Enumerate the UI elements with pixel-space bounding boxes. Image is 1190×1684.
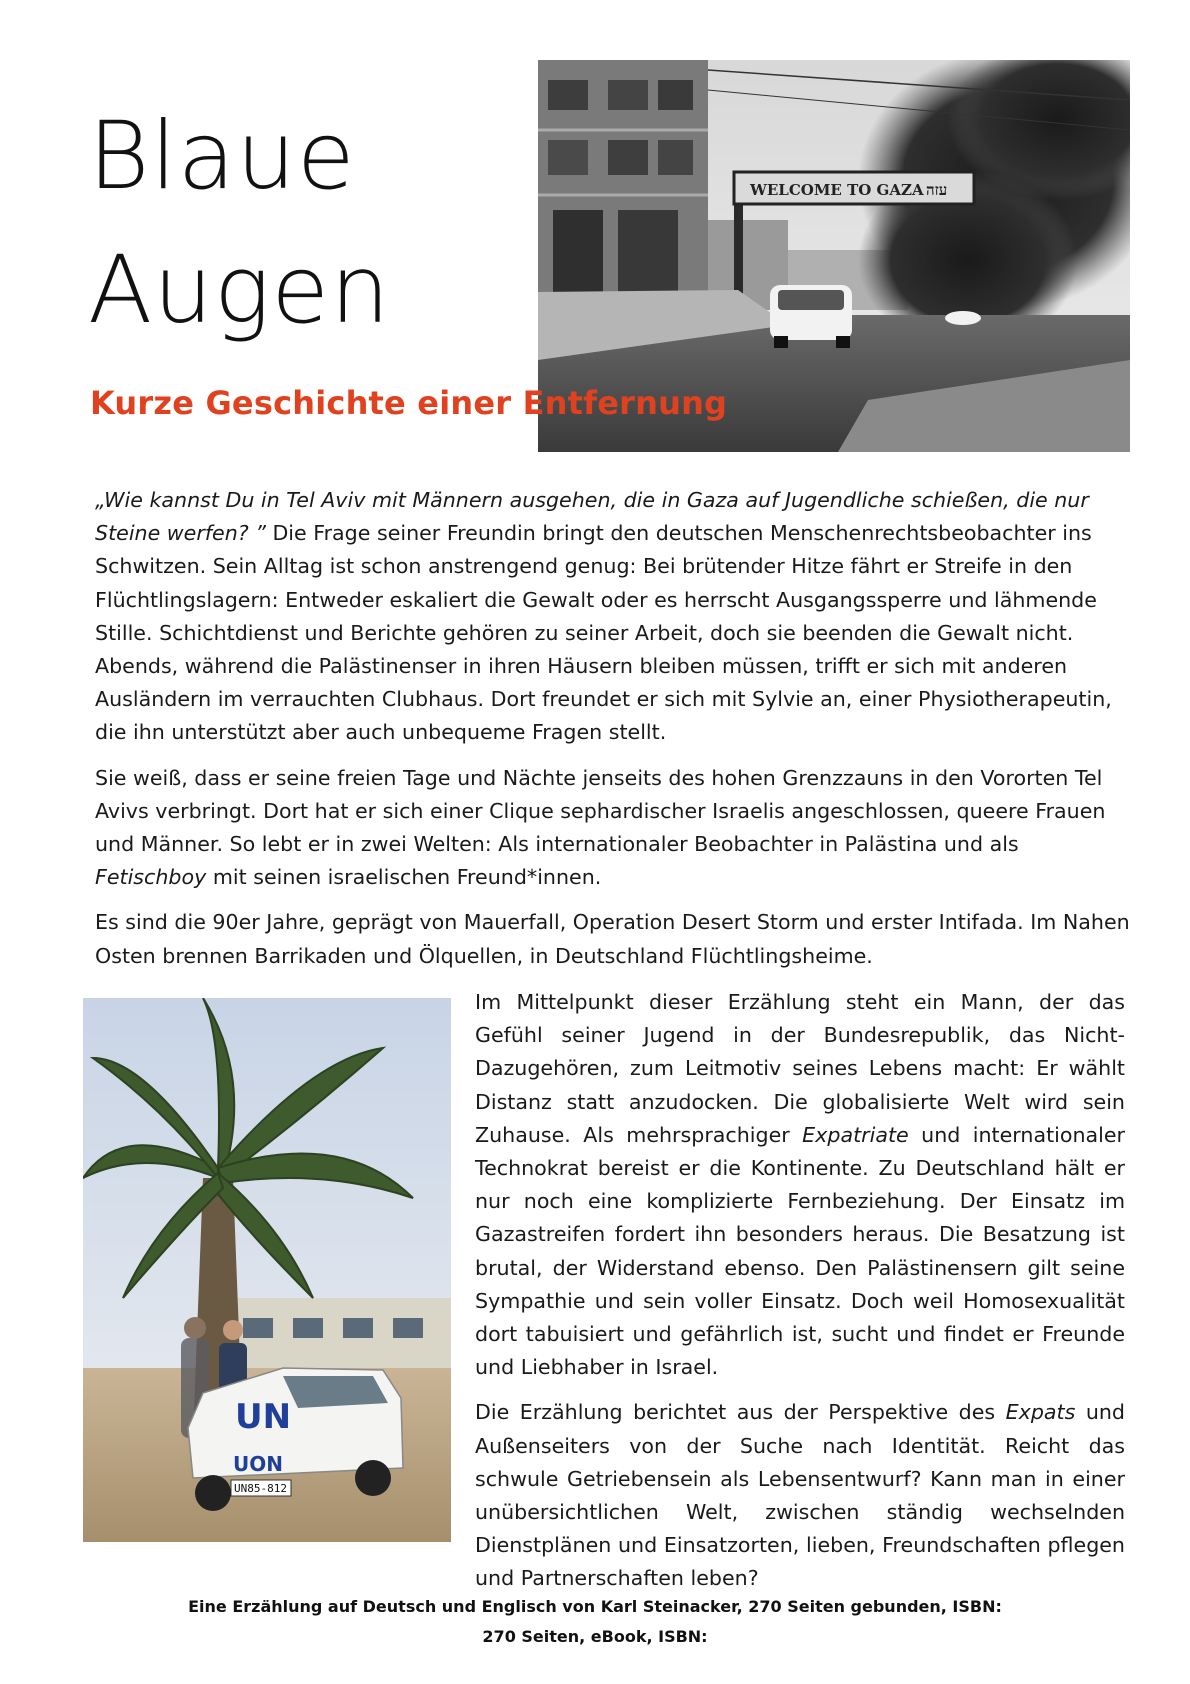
footer <box>0 1592 1190 1652</box>
para2-end: mit seinen israelischen Freund*innen. <box>206 865 602 890</box>
title-line-1: Blaue <box>88 102 356 211</box>
para5-end: und Außenseiters von der Suche nach Identität. Reicht das schwule Getriebensein als Lebensentwurf? Kann man in einer unübersichtlichen Welt, zwischen ständig wechselnden Dienstplänen und Einsatzorten, lieben, Freundschaften pflegen und Partnerschaften leben? <box>475 1400 1125 1591</box>
paragraph-4 <box>475 986 1125 1384</box>
para4-text: Im Mittelpunkt dieser Erzählung steht ein Mann, der das Gefühl seiner Jugend in der Bundesrepublik, das Nicht-Dazugehören, zum Leitmotiv seines Lebens macht: Er wählt Distanz statt anzudocken. Die globalisierte Welt wird sein Zuhause. Als mehrsprachiger <box>475 990 1125 1147</box>
para5-text: Die Erzählung berichtet aus der Perspektive des <box>475 1400 1006 1425</box>
footer-line-1: Eine Erzählung auf Deutsch und Englisch von Karl Steinacker, 270 Seiten gebunden, ISBN: <box>188 1597 1002 1616</box>
welcome-sign-hebrew: עזה <box>926 181 948 199</box>
subtitle: Kurze Geschichte einer Entfernung <box>90 384 728 422</box>
intro-paragraph <box>95 484 1131 750</box>
un-car-text-2: UON <box>233 1452 283 1476</box>
un-car-photo <box>83 998 451 1542</box>
footer-line-2: 270 Seiten, eBook, ISBN: <box>482 1627 708 1646</box>
para4-italic: Expatriate <box>802 1122 909 1147</box>
para2-text: Sie weiß, dass er seine freien Tage und Nächte jenseits des hohen Grenzzauns in den Vororten Tel Avivs verbringt. Dort hat er sich einer Clique sephardischer Israelis angeschlossen, queere Frauen und Männer. So lebt er in zwei Welten: Als internationaler Beobachter in Palästina und als <box>95 765 1106 857</box>
title-block <box>88 90 391 358</box>
un-car-text: UN <box>235 1397 292 1437</box>
intro-rest: Die Frage seiner Freundin bringt den deutschen Menschenrechtsbeobachter ins Schwitzen. Sein Alltag ist schon anstrengend genug: Bei brütender Hitze fährt er Streife in den Flüchtlingslagern: Entweder eskaliert die Gewalt oder es herrscht Ausgangssperre und lähmende Stille. Schichtdienst und Berichte gehören zu seiner Arbeit, doch sie beenden die Gewalt nicht. Abends, während die Palästinenser in ihren Häusern bleiben müssen, trifft er sich mit anderen Ausländern im verrauchten Clubhaus. Dort freundet er sich mit Sylvie an, einer Physiotherapeutin, die ihn unterstützt aber auch unbequeme Fragen stellt. <box>95 521 1112 745</box>
license-plate: UN85-812 <box>234 1482 287 1495</box>
intro-quote: „Wie kannst Du in Tel Aviv mit Männern ausgehen, die in Gaza auf Jugendliche schießen, die nur Steine werfen? ” <box>95 488 1089 546</box>
body-text <box>95 484 1131 985</box>
welcome-sign-text: WELCOME TO GAZA <box>750 181 924 199</box>
para4-end: und internationaler Technokrat bereist er die Kontinente. Zu Deutschland hält er nur noch eine komplizierte Fernbeziehung. Der Einsatz im Gazastreifen fordert ihn besonders heraus. Die Besatzung ist brutal, der Widerstand ebenso. Den Palästinensern gilt seine Sympathie und sein voller Einsatz. Doch weil Homosexualität dort tabuisiert und gefährlich ist, sucht und findet er Freunde und Liebhaber in Israel. <box>475 1122 1125 1380</box>
para5-italic: Expats <box>1005 1400 1076 1425</box>
para2-italic: Fetischboy <box>95 865 207 890</box>
paragraph-2 <box>95 762 1131 895</box>
title-line-2: Augen <box>88 236 391 345</box>
paragraph-5 <box>475 1396 1125 1595</box>
paragraph-3: Es sind die 90er Jahre, geprägt von Mauerfall, Operation Desert Storm und erster Intifada. Im Nahen Osten brennen Barrikaden und Ölquellen, in Deutschland Flüchtlingsheime. <box>95 910 1130 968</box>
side-text <box>475 986 1125 1608</box>
